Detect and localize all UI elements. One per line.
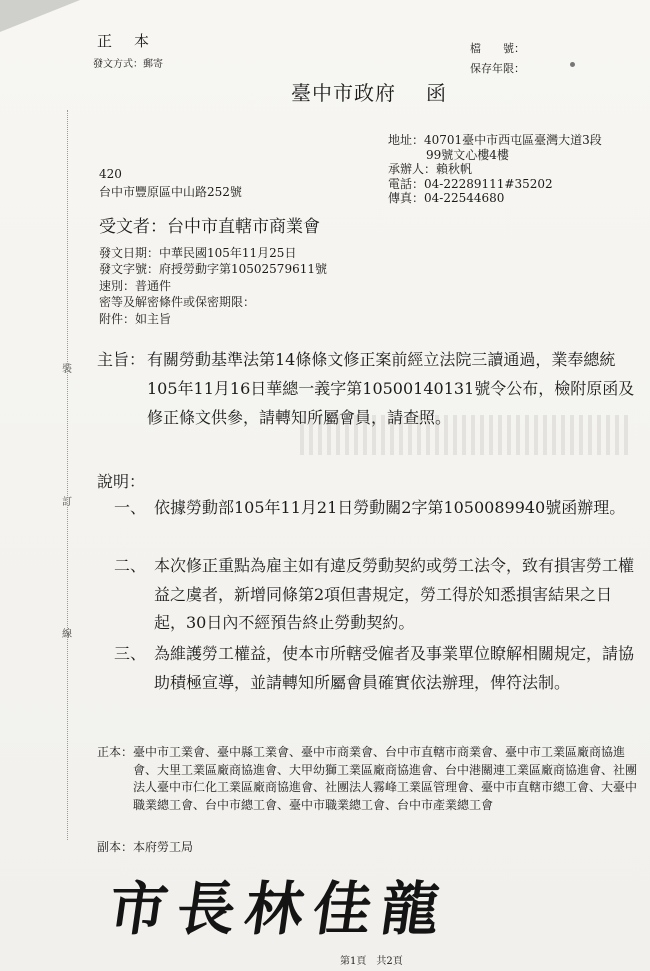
distribution-block (97, 744, 642, 814)
contact-fax: 傳真：04-22544680 (388, 191, 505, 205)
meta-security: 密等及解密條件或保密期限： (99, 295, 256, 310)
recipient-zip: 420 (99, 167, 122, 181)
cc-text: 本府勞工局 (133, 840, 194, 854)
send-method: 發文方式：郵寄 (93, 59, 163, 70)
item-text: 為維護勞工權益，使本市所轄受僱者及事業單位瞭解相關規定，請協助積極宣導，並請轉知所屬會員確實依法辦理，俾符法制。 (154, 644, 635, 692)
cc-label: 副本： (97, 840, 134, 854)
retention-label: 保存年限： (470, 62, 525, 75)
binding-mark: 訂 (62, 497, 72, 508)
distribution-text: 臺中市工業會、臺中縣工業會、臺中市商業會、台中市直轄市商業會、臺中市工業區廠商協進會、大里工業區廠商協進會、大甲幼獅工業區廠商協進會、台中港關連工業區廠商協進會、社團法人臺中市仁化工業區廠商協進會、社團法人霧峰工業區管理會、臺中市直轄市總工會、大臺中職業總工會、台中市總工會、臺中市職業總工會、台中市產業總工會 (133, 745, 638, 812)
meta-block (99, 245, 327, 327)
binding-mark: 線 (62, 629, 72, 640)
distribution-label: 正本： (97, 745, 134, 759)
item-number: 二、 (114, 556, 147, 575)
item-text: 本次修正重點為雇主如有違反勞動契約或勞工法令，致有損害勞工權益之虞者，新增同條第2項但書規定，勞工得於知悉損害結果之日起，30日內不經預告終止勞動契約。 (154, 556, 635, 632)
page-current: 第1頁 (340, 956, 367, 967)
subject-block (97, 345, 642, 432)
meta-attachment: 附件：如主旨 (99, 311, 172, 326)
explanation-label: 說明： (97, 472, 146, 491)
mayor-signature: 市長林佳龍 (104, 875, 455, 943)
binding-mark: 裝 (62, 364, 72, 375)
subject-text: 有關勞動基準法第14條條文修正案前經立法院三讀通過，業奉總統105年11月16日華總一義字第10500140131號令公布，檢附原函及修正條文供參，請轉知所屬會員，請查照。 (147, 350, 635, 427)
document-title (291, 77, 447, 106)
contact-address-line1: 地址：40701臺中市西屯區臺灣大道3段 (388, 133, 602, 147)
cc-block (97, 838, 193, 855)
binding-line (67, 110, 68, 840)
contact-address-line2: 99號文心樓4樓 (426, 147, 509, 162)
explanation-item (114, 494, 644, 523)
contact-phone: 電話：04-22289111#35202 (388, 176, 553, 191)
meta-speed: 速別：普通件 (99, 278, 172, 293)
recipient-address: 台中市豐原區中山路252號 (99, 185, 242, 199)
explanation-item (114, 640, 644, 697)
copy-type: 正本 (97, 32, 172, 50)
page-number (340, 952, 403, 967)
title-org: 臺中市政府 (291, 81, 396, 105)
page-total: 共2頁 (376, 956, 403, 967)
contact-block (388, 133, 602, 206)
meta-date: 發文日期：中華民國105年11月25日 (99, 246, 297, 260)
contact-handler: 承辦人：賴秋帆 (388, 162, 473, 176)
meta-number: 發文字號：府授勞動字第10502579611號 (99, 262, 327, 277)
file-number-label: 檔 號： (470, 42, 525, 55)
ink-dot (570, 62, 575, 67)
subject-label: 主旨： (97, 350, 146, 369)
explanation-item (114, 552, 644, 638)
item-number: 三、 (114, 644, 147, 663)
item-number: 一、 (114, 498, 147, 517)
item-text: 依據勞動部105年11月21日勞動關2字第1050089940號函辦理。 (154, 498, 626, 517)
page-fold-corner (0, 0, 80, 32)
recipient: 受文者：台中市直轄市商業會 (99, 217, 320, 237)
title-doc-type: 函 (426, 81, 447, 105)
